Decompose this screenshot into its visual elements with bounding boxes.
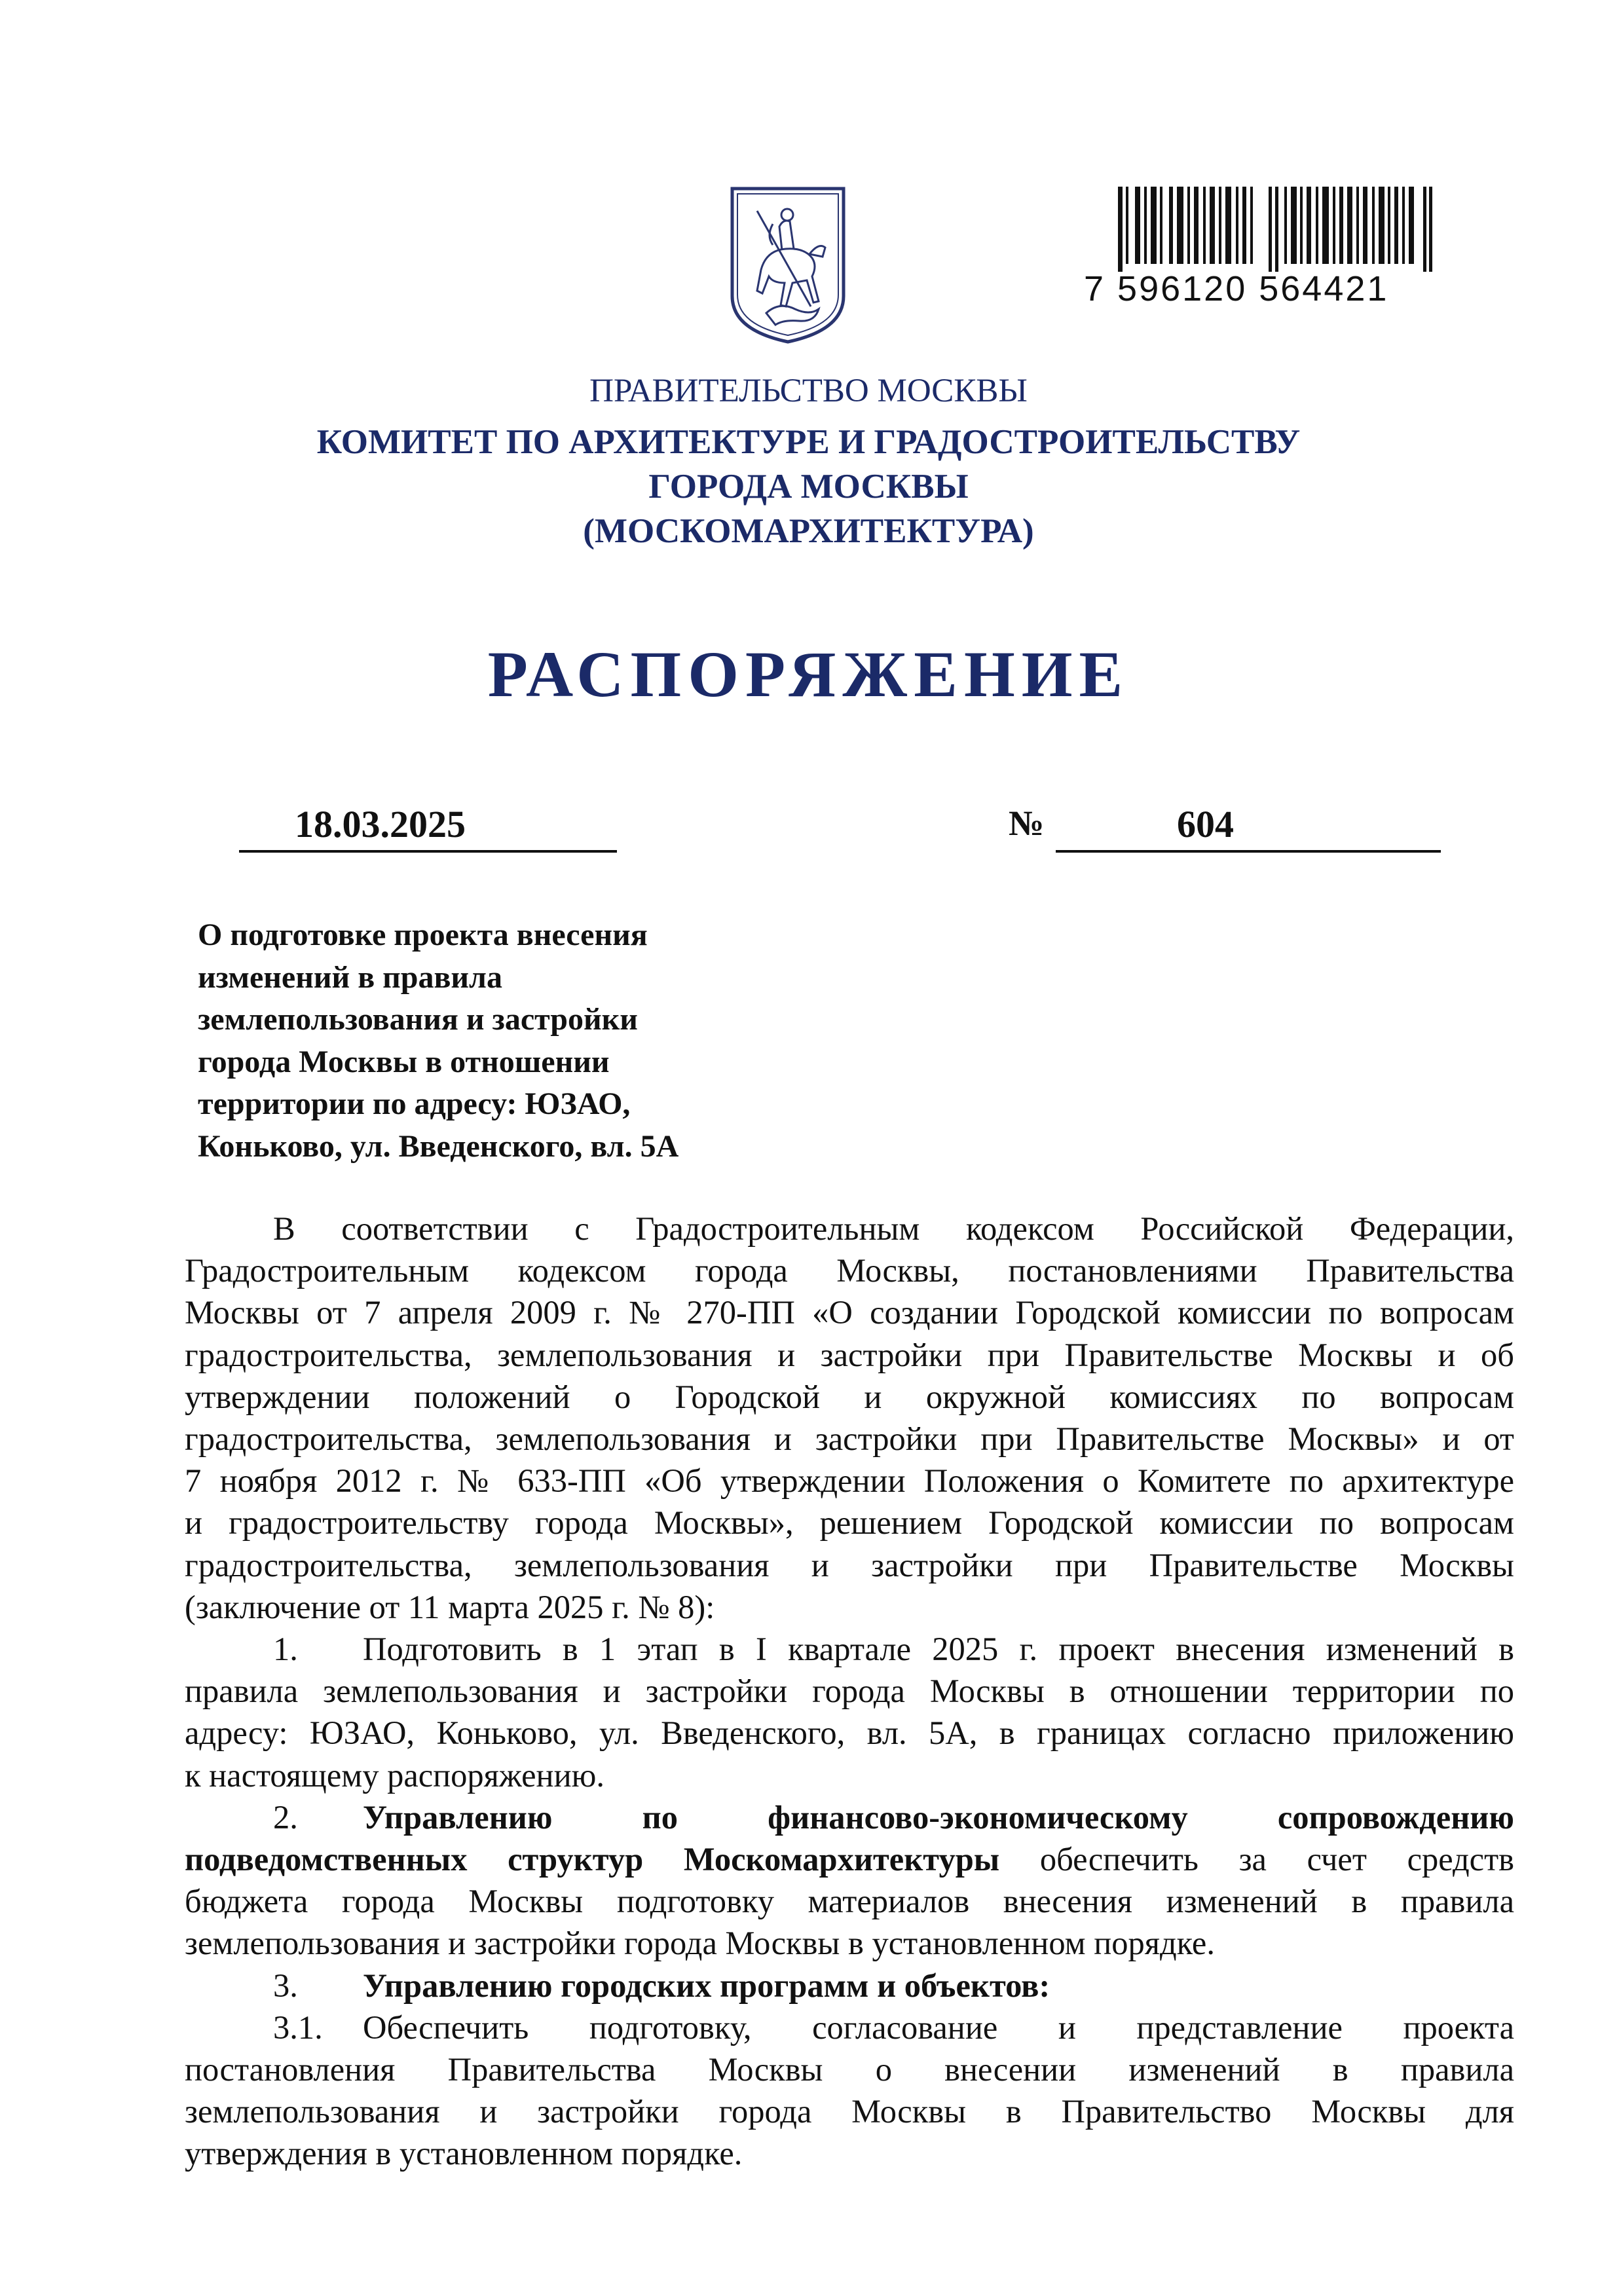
responsible-department: Управлению городских программ и объектов: <box>363 1967 1050 2004</box>
document-body <box>185 1208 1514 2175</box>
item-number: 1. <box>273 1631 298 1668</box>
body-line: землепользования и застройки города Москвы в установленном порядке. <box>185 1925 1215 1962</box>
committee-name-line: ГОРОДА МОСКВЫ <box>648 468 969 506</box>
document-date: 18.03.2025 <box>295 803 466 845</box>
document-type-title: РАСПОРЯЖЕНИЕ <box>487 638 1130 711</box>
item-text: Подготовить в 1 этап в I квартале 2025 г. проект внесения изменений в <box>363 1631 1514 1668</box>
subject-line: изменений в правила <box>198 959 502 995</box>
item-3-1-first-line <box>185 2007 1514 2048</box>
item-number: 2. <box>273 1798 298 1836</box>
subject-line: города Москвы в отношении <box>198 1044 610 1079</box>
document-number-field <box>1056 798 1441 853</box>
item-2-second-line <box>185 1838 1514 1880</box>
body-line: правила землепользования и застройки города Москвы в отношении территории по <box>185 1673 1514 1710</box>
committee-name-line: (МОСКОМАРХИТЕКТУРА) <box>583 512 1034 550</box>
body-line: градостроительства, землепользования и застройки при Правительстве Москвы и об <box>185 1336 1514 1373</box>
body-line: градостроительства, землепользования и застройки при Правительстве Москвы <box>185 1546 1514 1583</box>
body-line: и градостроительству города Москвы», решением Городской комиссии по вопросам <box>185 1504 1514 1542</box>
subject-line: Коньково, ул. Введенского, вл. 5А <box>198 1128 679 1164</box>
body-line: В соответствии с Градостроительным кодексом Российской Федерации, <box>273 1210 1514 1247</box>
body-line: градостроительства, землепользования и застройки при Правительстве Москвы» и от <box>185 1420 1514 1458</box>
item-number: 3. <box>273 1967 298 2004</box>
subject-line: землепользования и застройки <box>198 1002 638 1037</box>
government-name: ПРАВИТЕЛЬСТВО МОСКВЫ <box>589 373 1028 409</box>
document-subject <box>198 914 787 1168</box>
body-line: 7 ноября 2012 г. № 633-ПП «Об утверждении Положения о Комитете по архитектуре <box>185 1462 1514 1500</box>
barcode-digits: 7 596120 564421 <box>1084 269 1389 308</box>
body-line: Москвы от 7 апреля 2009 г. № 270-ПП «О создании Городской комиссии по вопросам <box>185 1294 1514 1331</box>
body-line: постановления Правительства Москвы о внесении изменений в правила <box>185 2051 1514 2088</box>
committee-name-line: КОМИТЕТ ПО АРХИТЕКТУРЕ И ГРАДОСТРОИТЕЛЬСТВУ <box>316 423 1301 461</box>
body-line: адресу: ЮЗАО, Коньково, ул. Введенского, вл. 5А, в границах согласно приложению <box>185 1714 1514 1752</box>
responsible-department: Управлению по финансово-экономическому сопровождению <box>363 1798 1514 1836</box>
item-3-line <box>185 1965 1514 2007</box>
responsible-department: подведомственных структур Москомархитектуры <box>185 1841 1000 1878</box>
item-text: обеспечить за счет средств <box>999 1841 1515 1878</box>
body-line: утверждения в установленном порядке. <box>185 2135 743 2172</box>
moscow-coat-of-arms-icon <box>727 185 849 346</box>
item-2-first-line <box>185 1796 1514 1838</box>
body-line: (заключение от 11 марта 2025 г. № 8): <box>185 1588 715 1625</box>
body-line: к настоящему распоряжению. <box>185 1756 604 1794</box>
subject-line: О подготовке проекта внесения <box>198 917 648 952</box>
document-date-field <box>239 798 617 853</box>
item-number: 3.1. <box>273 2009 323 2046</box>
body-line: бюджета города Москвы подготовку материалов внесения изменений в правила <box>185 1883 1514 1920</box>
document-number: 604 <box>1177 803 1234 845</box>
body-line: утверждении положений о Городской и окружной комиссиях по вопросам <box>185 1378 1514 1415</box>
body-line: землепользования и застройки города Москвы в Правительство Москвы для <box>185 2093 1514 2130</box>
number-label: № <box>1009 804 1045 843</box>
item-text: Обеспечить подготовку, согласование и представление проекта <box>363 2009 1514 2046</box>
body-line: Градостроительным кодексом города Москвы, постановлениями Правительства <box>185 1252 1514 1289</box>
item-1-first-line <box>185 1628 1514 1670</box>
subject-line: территории по адресу: ЮЗАО, <box>198 1086 631 1121</box>
